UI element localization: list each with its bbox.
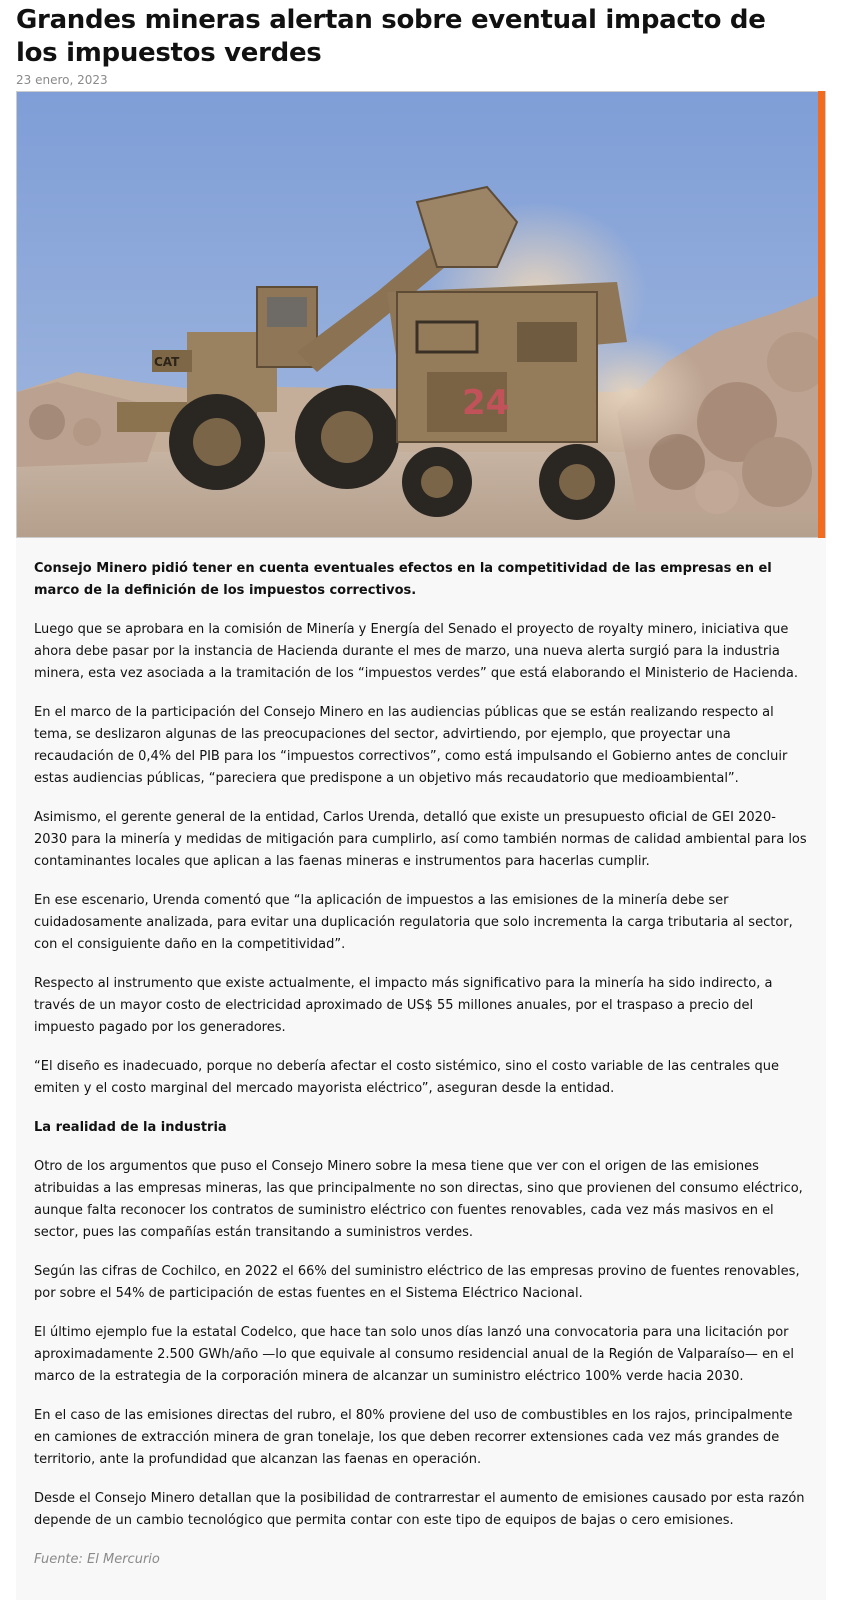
- article-paragraph: En el marco de la participación del Consejo Minero en las audiencias públicas que se están realizando respecto al tema, se deslizaron algunas de las preocupaciones del sector, advirtiendo, por ejemplo, que proyectar una recaudación de 0,4% del PIB para los “impuestos correctivos”, como está impulsando el Gobierno antes de concluir estas audiencias públicas, “pareciera que predispone a un objetivo más recaudatorio que medioambiental”.: [34, 705, 788, 786]
- truck-number: 24: [462, 383, 510, 423]
- article-paragraph: Respecto al instrumento que existe actualmente, el impacto más significativo para la minería ha sido indirecto, a través de un mayor costo de electricidad aproximado de US$ 55 millones anuales, por el traspaso a precio del impuesto pagado por los generadores.: [34, 976, 773, 1035]
- article-paragraph: “El diseño es inadecuado, porque no debería afectar el costo sistémico, sino el costo variable de las centrales que emiten y el costo marginal del mercado mayorista eléctrico”, aseguran desde la entidad.: [34, 1059, 779, 1096]
- article-hero-image: [16, 91, 826, 538]
- image-accent-bar: [818, 91, 825, 539]
- article-paragraph: En el caso de las emisiones directas del rubro, el 80% proviene del uso de combustibles en los rajos, principalmente en camiones de extracción minera de gran tonelaje, los que deben recorrer extensiones cada vez más grandes de territorio, ante la profundidad que alcanzan las faenas en operación.: [34, 1408, 793, 1467]
- article-paragraph: Desde el Consejo Minero detallan que la posibilidad de contrarrestar el aumento de emisiones causado por esta razón depende de un cambio tecnológico que permita contar con este tipo de equipos de bajas o cero emisiones.: [34, 1491, 805, 1528]
- article-paragraph: Otro de los argumentos que puso el Consejo Minero sobre la mesa tiene que ver con el origen de las emisiones atribuidas a las empresas mineras, las que principalmente no son directas, sino que provienen del consumo eléctrico, aunque falta reconocer los contratos de suministro eléctrico con fuentes renovables, cada vez más masivos en el sector, pues las compañías están transitando a suministros verdes.: [34, 1159, 803, 1240]
- article-source: Fuente: El Mercurio: [34, 1552, 160, 1567]
- article-lead: Consejo Minero pidió tener en cuenta eventuales efectos en la competitividad de las empresas en el marco de la definición de los impuestos correctivos.: [34, 561, 772, 598]
- article-subheading: La realidad de la industria: [34, 1120, 227, 1135]
- article-date: 23 enero, 2023: [16, 73, 108, 87]
- article-paragraph: Luego que se aprobara en la comisión de Minería y Energía del Senado el proyecto de royalty minero, iniciativa que ahora debe pasar por la instancia de Hacienda durante el mes de marzo, una nueva alerta surgió para la industria minera, esta vez asociada a la tramitación de los “impuestos verdes” que está elaborando el Ministerio de Hacienda.: [34, 622, 798, 681]
- article-paragraph: Asimismo, el gerente general de la entidad, Carlos Urenda, detalló que existe un presupuesto oficial de GEI 2020-2030 para la minería y medidas de mitigación para cumplirlo, así como también normas de calidad ambiental para los contaminantes locales que aplican a las faenas mineras e instrumentos para hacerlas cumplir.: [34, 810, 807, 869]
- article-paragraph: El último ejemplo fue la estatal Codelco, que hace tan solo unos días lanzó una convocatoria para una licitación por aproximadamente 2.500 GWh/año —lo que equivale al consumo residencial anual de la Región de Valparaíso— en el marco de la estrategia de la corporación minera de alcanzar un suministro eléctrico 100% verde hacia 2030.: [34, 1325, 795, 1384]
- loader-brand-label: CAT: [154, 355, 180, 369]
- article-paragraph: Según las cifras de Cochilco, en 2022 el 66% del suministro eléctrico de las empresas provino de fuentes renovables, por sobre el 54% de participación de estas fuentes en el Sistema Eléctrico Nacional.: [34, 1264, 800, 1301]
- article-title: Grandes mineras alertan sobre eventual impacto de los impuestos verdes: [16, 5, 766, 68]
- article-paragraph: En ese escenario, Urenda comentó que “la aplicación de impuestos a las emisiones de la minería debe ser cuidadosamente analizada, para evitar una duplicación regulatoria que solo incrementa la carga tributaria al sector, con el consiguiente daño en la competitividad”.: [34, 893, 793, 952]
- article-body: [16, 538, 826, 1600]
